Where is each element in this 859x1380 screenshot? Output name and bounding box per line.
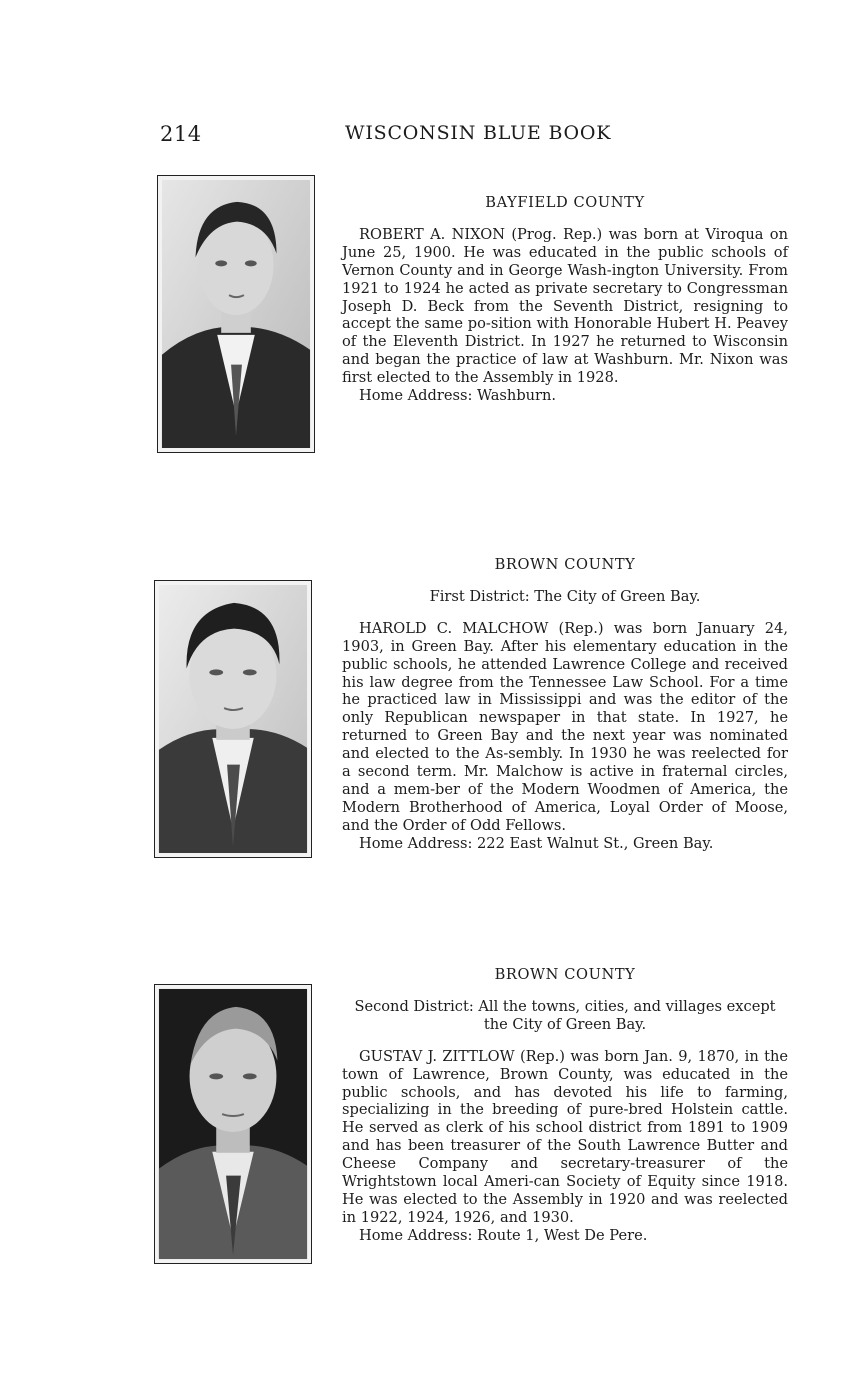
entry-text [342, 556, 788, 853]
entry-text [342, 194, 788, 405]
district-description: First District: The City of Green Bay. [429, 587, 701, 605]
county-heading: BROWN COUNTY [494, 556, 636, 573]
county-heading: BAYFIELD COUNTY [485, 194, 645, 211]
home-address: Home Address: Washburn. [359, 387, 557, 405]
portrait-photo [157, 175, 315, 453]
entry-text [342, 966, 788, 1245]
home-address: Home Address: Route 1, West De Pere. [359, 1226, 648, 1244]
district-description: Second District: All the towns, cities, and villages except the City of Green Bay. [354, 997, 776, 1033]
county-heading: BROWN COUNTY [494, 966, 636, 983]
biography: GUSTAV J. ZITTLOW (Rep.) was born Jan. 9, 1870, in the town of Lawrence, Brown County, was educated in the public schools, and has devoted his life to farming, specializing in the breeding of pure-bred Holstein cattle. He served as clerk of his school district from 1891 to 1909 and has been treasurer of the South Lawrence Butter and Cheese Company and secretary-treasurer of the Wrightstown local Ameri-can Society of Equity since 1918. He was elected to the Assembly in 1920 and was reelected in 1922, 1924, 1926, and 1930. [342, 1047, 788, 1226]
page-number: 214 [160, 122, 202, 146]
home-address: Home Address: 222 East Walnut St., Green Bay. [359, 834, 714, 852]
biography: HAROLD C. MALCHOW (Rep.) was born January 24, 1903, in Green Bay. After his elementary education in the public schools, he attended Lawrence College and received his law degree from the Tennessee Law School. For a time he practiced law in Mississippi and was the editor of the only Republican newspaper in that state. In 1927, he returned to Green Bay and the next year was nominated and elected to the As-sembly. In 1930 he was reelected for a second term. Mr. Malchow is active in fraternal circles, and a mem-ber of the Modern Woodmen of America, the Modern Brotherhood of America, Loyal Order of Moose, and the Order of Odd Fellows. [342, 619, 788, 834]
page-header [0, 122, 859, 150]
running-title: WISCONSIN BLUE BOOK [345, 122, 612, 144]
biography: ROBERT A. NIXON (Prog. Rep.) was born at Viroqua on June 25, 1900. He was educated in the public schools of Vernon County and in George Wash-ington University. From 1921 to 1924 he acted as private secretary to Congressman Joseph D. Beck from the Seventh District, resigning to accept the same po-sition with Honorable Hubert H. Peavey of the Eleventh District. In 1927 he returned to Wisconsin and began the practice of law at Washburn. Mr. Nixon was first elected to the Assembly in 1928. [342, 225, 788, 387]
portrait-photo [154, 580, 312, 858]
portrait-photo [154, 984, 312, 1264]
